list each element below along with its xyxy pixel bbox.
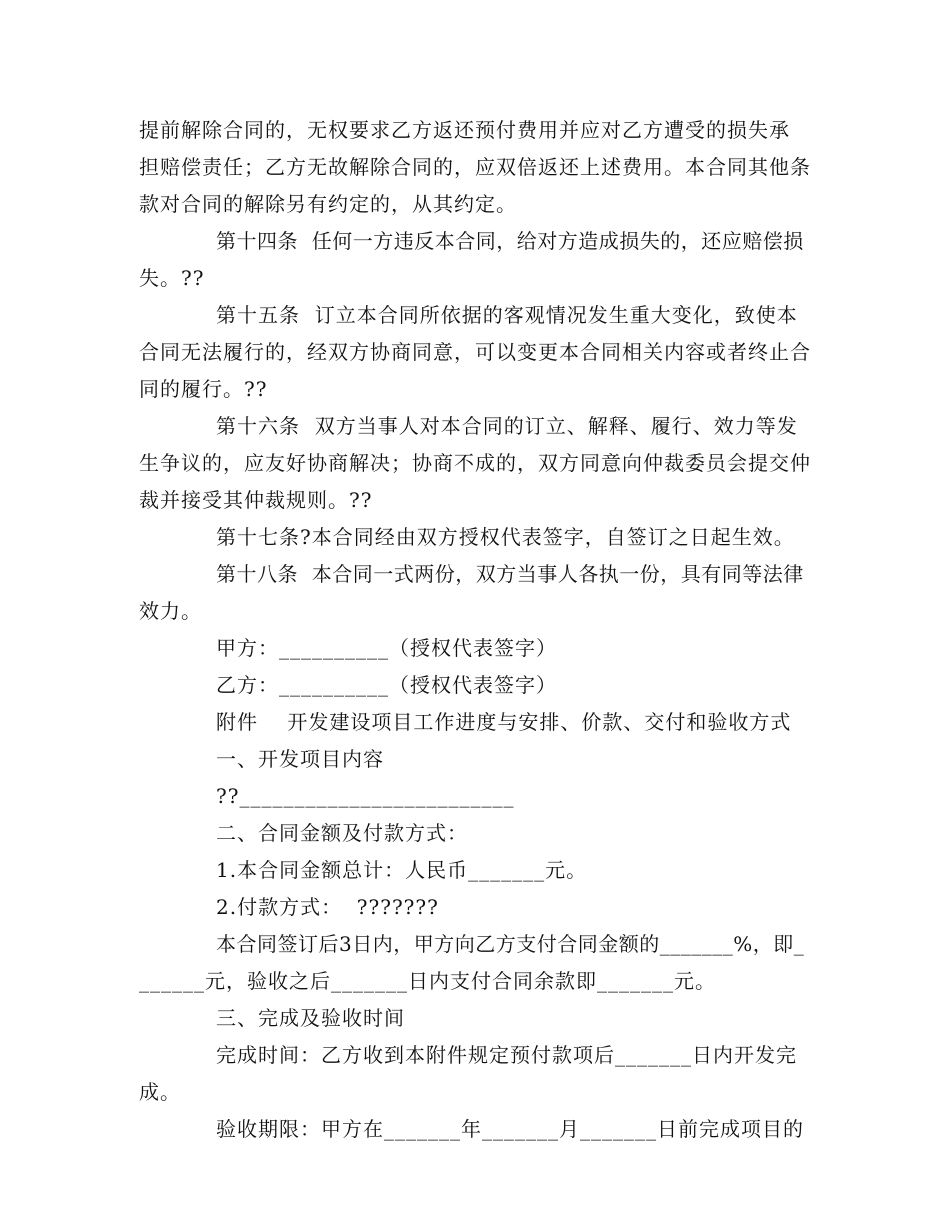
text-line: 失。?? xyxy=(139,266,205,290)
text-line: 第十六条 双方当事人对本合同的订立、解释、履行、效力等发 xyxy=(216,414,798,438)
text-line: 提前解除合同的，无权要求乙方返还预付费用并应对乙方遭受的损失承 xyxy=(139,118,790,142)
text-line: 款对合同的解除另有约定的，从其约定。 xyxy=(139,192,517,216)
text-line: 本合同签订后3日内，甲方向乙方支付合同金额的_______%，即_ xyxy=(216,932,805,956)
signature-line-party-b: 乙方：__________（授权代表签字） xyxy=(216,673,557,697)
text-line: 第十八条 本合同一式两份，双方当事人各执一份，具有同等法律 xyxy=(216,562,804,586)
text-line: 验收期限：甲方在_______年_______月_______日前完成项目的 xyxy=(216,1117,804,1141)
section-heading: 一、开发项目内容 xyxy=(216,747,384,771)
text-line: 1.本合同金额总计：人民币_______元。 xyxy=(216,858,588,882)
section-heading: 二、合同金额及付款方式： xyxy=(216,821,468,845)
text-line: 担赔偿责任；乙方无故解除合同的，应双倍返还上述费用。本合同其他条 xyxy=(139,155,811,179)
text-line: ______元，验收之后_______日内支付合同余款即_______元。 xyxy=(139,969,716,993)
text-line: 完成时间：乙方收到本附件规定预付款项后_______日内开发完 xyxy=(216,1043,797,1067)
section-heading: 三、完成及验收时间 xyxy=(216,1006,405,1030)
text-line: 生争议的，应友好协商解决；协商不成的，双方同意向仲裁委员会提交仲 xyxy=(139,451,811,475)
text-line: 2.付款方式： ??????? xyxy=(216,895,439,919)
text-line: 效力。 xyxy=(139,599,202,623)
signature-line-party-a: 甲方：__________（授权代表签字） xyxy=(216,636,557,660)
text-line: 第十五条 订立本合同所依据的客观情况发生重大变化，致使本 xyxy=(216,303,798,327)
text-line: 成。 xyxy=(139,1080,181,1104)
attachment-title: 附件 开发建设项目工作进度与安排、价款、交付和验收方式 xyxy=(216,710,792,734)
text-line: 第十四条 任何一方违反本合同，给对方造成损失的，还应赔偿损 xyxy=(216,229,804,253)
text-line: 第十七条?本合同经由双方授权代表签字，自签订之日起生效。 xyxy=(216,525,795,549)
text-line: ??_________________________ xyxy=(216,784,515,808)
text-line: 裁并接受其仲裁规则。?? xyxy=(139,488,373,512)
text-line: 合同无法履行的，经双方协商同意，可以变更本合同相关内容或者终止合 xyxy=(139,340,811,364)
text-line: 同的履行。?? xyxy=(139,377,268,401)
